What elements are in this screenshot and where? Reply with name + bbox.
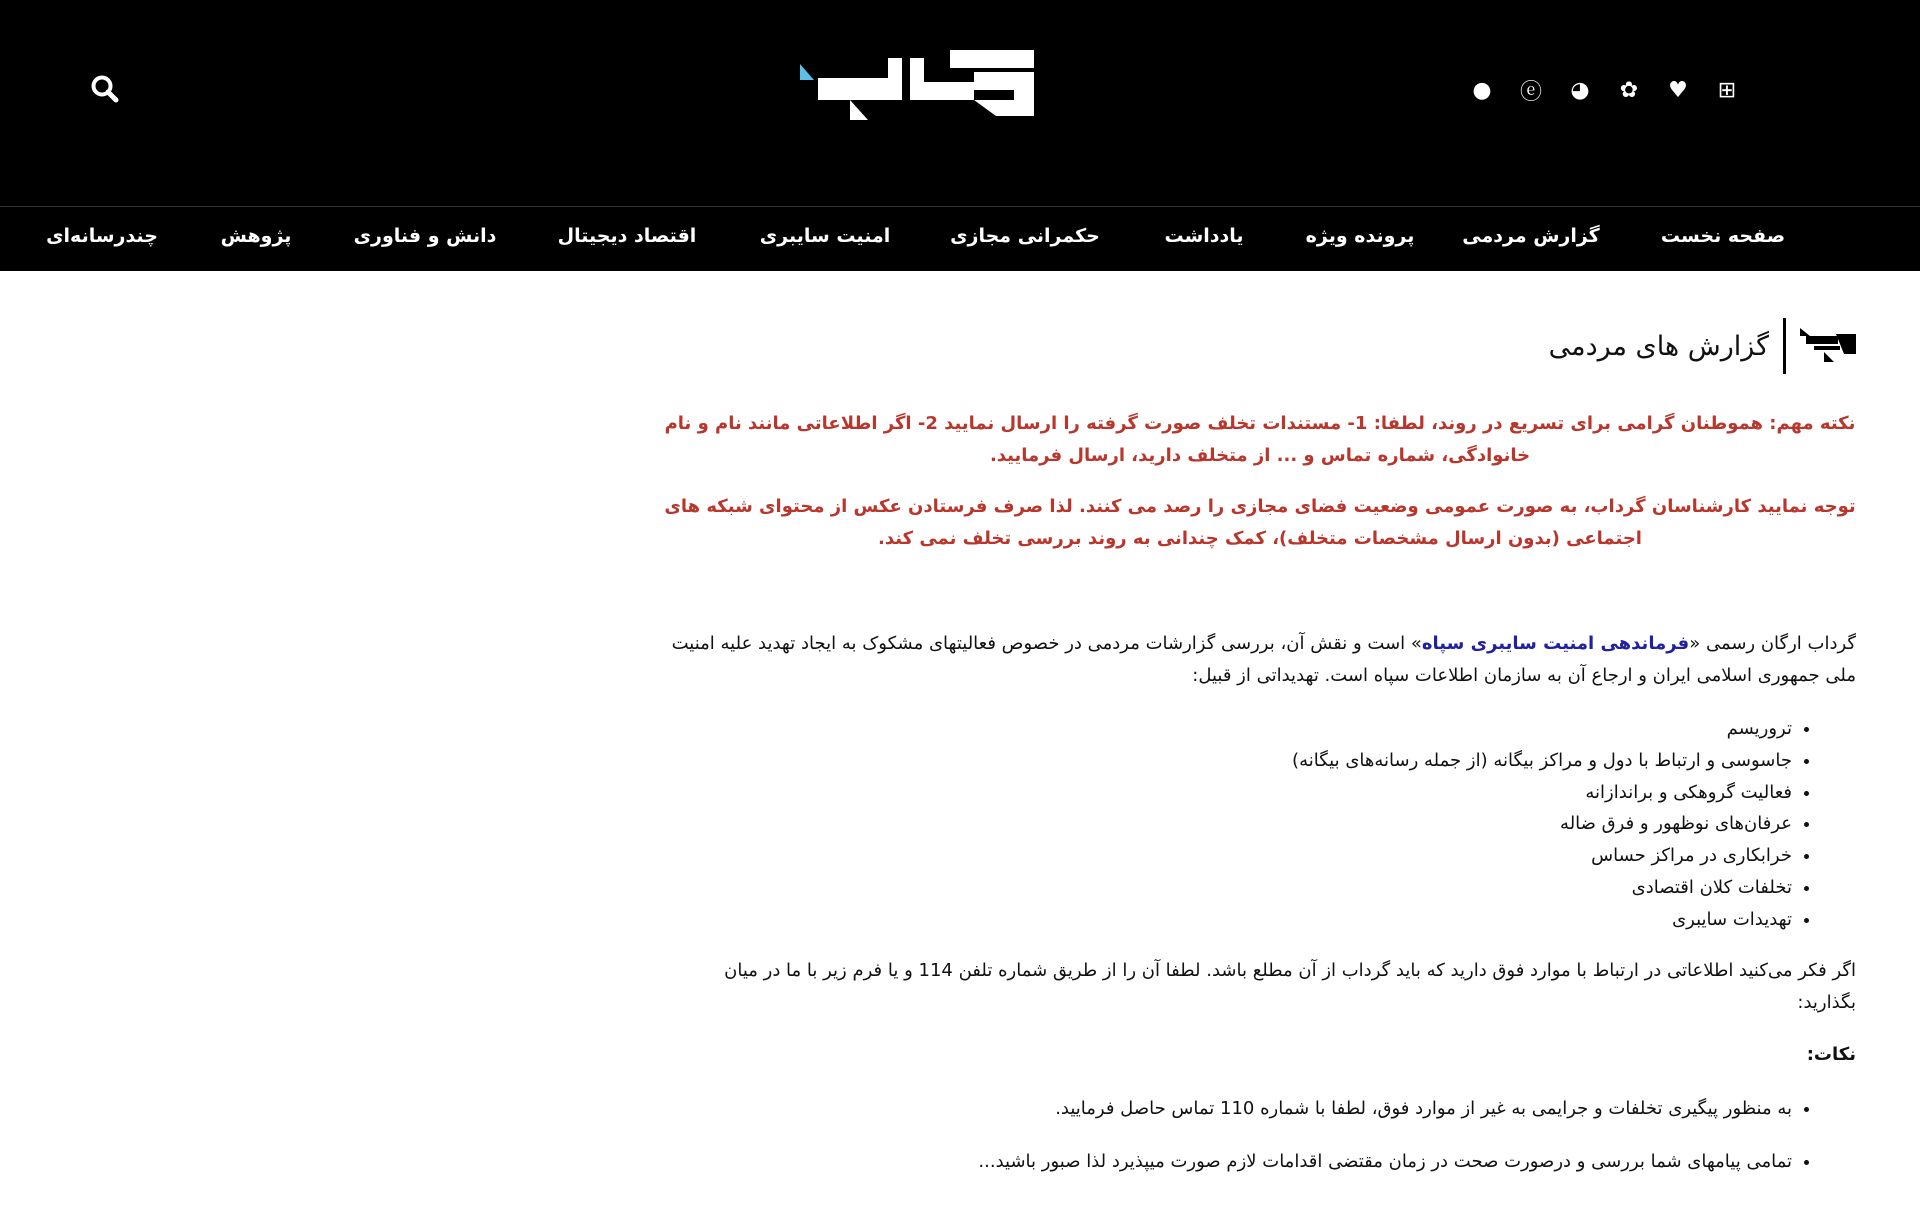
list-item: • تروریسم [666,713,1792,745]
nav-research[interactable]: پژوهش [220,225,292,247]
nav-public-report[interactable]: گزارش مردمی [1462,225,1600,247]
bale-icon[interactable]: ◕ [1570,77,1590,103]
list-item: • تهدیدات سایبری [666,904,1792,936]
site-header [0,0,1920,206]
soroush-icon[interactable]: ♥ [1668,77,1688,103]
notice-attention: توجه نمایید کارشناسان گرداب، به صورت عمومی وضعیت فضای مجازی را رصد می کنند. لذا صرف فرستادن عکس از محتوای شبکه های اجتماعی (بدون ارسال مشخصات متخلف)، کمک چندانی به روند بررسی تخلف نمی کند. [664,496,1856,549]
site-logo[interactable] [800,46,1036,144]
eitaa-icon[interactable]: ⓔ [1519,79,1542,105]
list-item: • تخلفات کلان اقتصادی [666,872,1792,904]
list-item: • فعالیت گروهکی و براندازانه [666,777,1792,809]
social-links [1468,76,1741,104]
rubika-icon[interactable]: ✿ [1619,77,1639,103]
notes-heading: نکات: [1806,1044,1856,1065]
divider [1783,318,1786,374]
list-item: • به منظور پیگیری تخلفات و جرایمی به غیر از موارد فوق، لطفا با شماره 110 تماس حاصل فرمایید. [666,1082,1792,1135]
intro-paragraph [666,628,1856,692]
list-item: • عرفان‌های نوظهور و فرق ضاله [666,808,1792,840]
nav-cyber-security[interactable]: امنیت سایبری [759,225,891,247]
main-nav [0,206,1920,271]
nav-notes[interactable]: یادداشت [1164,225,1244,247]
igap-icon[interactable]: ⊞ [1717,77,1737,103]
list-item: • خرابکاری در مراکز حساس [666,840,1792,872]
notice-important: نکته مهم: هموطنان گرامی برای تسریع در روند، لطفا: 1- مستندات تخلف صورت گرفته را ارسال نمایید 2- اگر اطلاعاتی مانند نام و نام خانوادگی، شماره تماس و ... از متخلف دارید، ارسال فرمایید. [664,413,1856,466]
logo-mark-icon [1800,324,1856,368]
intro-text: گرداب ارگان رسمی « [1689,633,1856,654]
list-item: • جاسوسی و ارتباط با دول و مراکز بیگانه (از جمله رسانه‌های بیگانه) [666,745,1792,777]
nav-special-file[interactable]: پرونده ویژه [1305,225,1415,247]
page-title: گزارش های مردمی [1548,330,1769,362]
nav-home[interactable]: صفحه نخست [1660,225,1786,247]
nav-science-tech[interactable]: دانش و فناوری [353,225,497,247]
notes-list [666,1082,1856,1188]
intro-text-cont: » است و نقش آن، بررسی گزارشات مردمی در خصوص فعالیتهای مشکوک به ایجاد تهدید علیه امنیت ملی جمهوری اسلامی ایران و ارجاع آن به سازمان اطلاعات سپاه است. تهدیداتی از قبیل: [671,633,1856,686]
list-item: • تمامی پیامهای شما بررسی و درصورت صحت در زمان مقتضی اقدامات لازم صورت میپذیرد لذا صبور باشید... [666,1135,1792,1188]
search-icon[interactable] [90,74,120,104]
threats-list [666,713,1856,936]
cyber-command-link[interactable]: فرماندهی امنیت سایبری سپاه [1421,633,1690,654]
contact-paragraph: اگر فکر می‌کنید اطلاعاتی در ارتباط با موارد فوق دارید که باید گرداب از آن مطلع باشد. لطفا آن را از طریق شماره تلفن 114 و یا فرم زیر با ما در میان بگذارید: [724,960,1856,1013]
nav-virtual-governance[interactable]: حکمرانی مجازی [950,225,1100,247]
nav-multimedia[interactable]: چندرسانه‌ای [46,225,158,247]
pin-icon[interactable]: ● [1472,77,1492,103]
section-header [1549,318,1856,374]
nav-digital-economy[interactable]: اقتصاد دیجیتال [557,225,697,247]
